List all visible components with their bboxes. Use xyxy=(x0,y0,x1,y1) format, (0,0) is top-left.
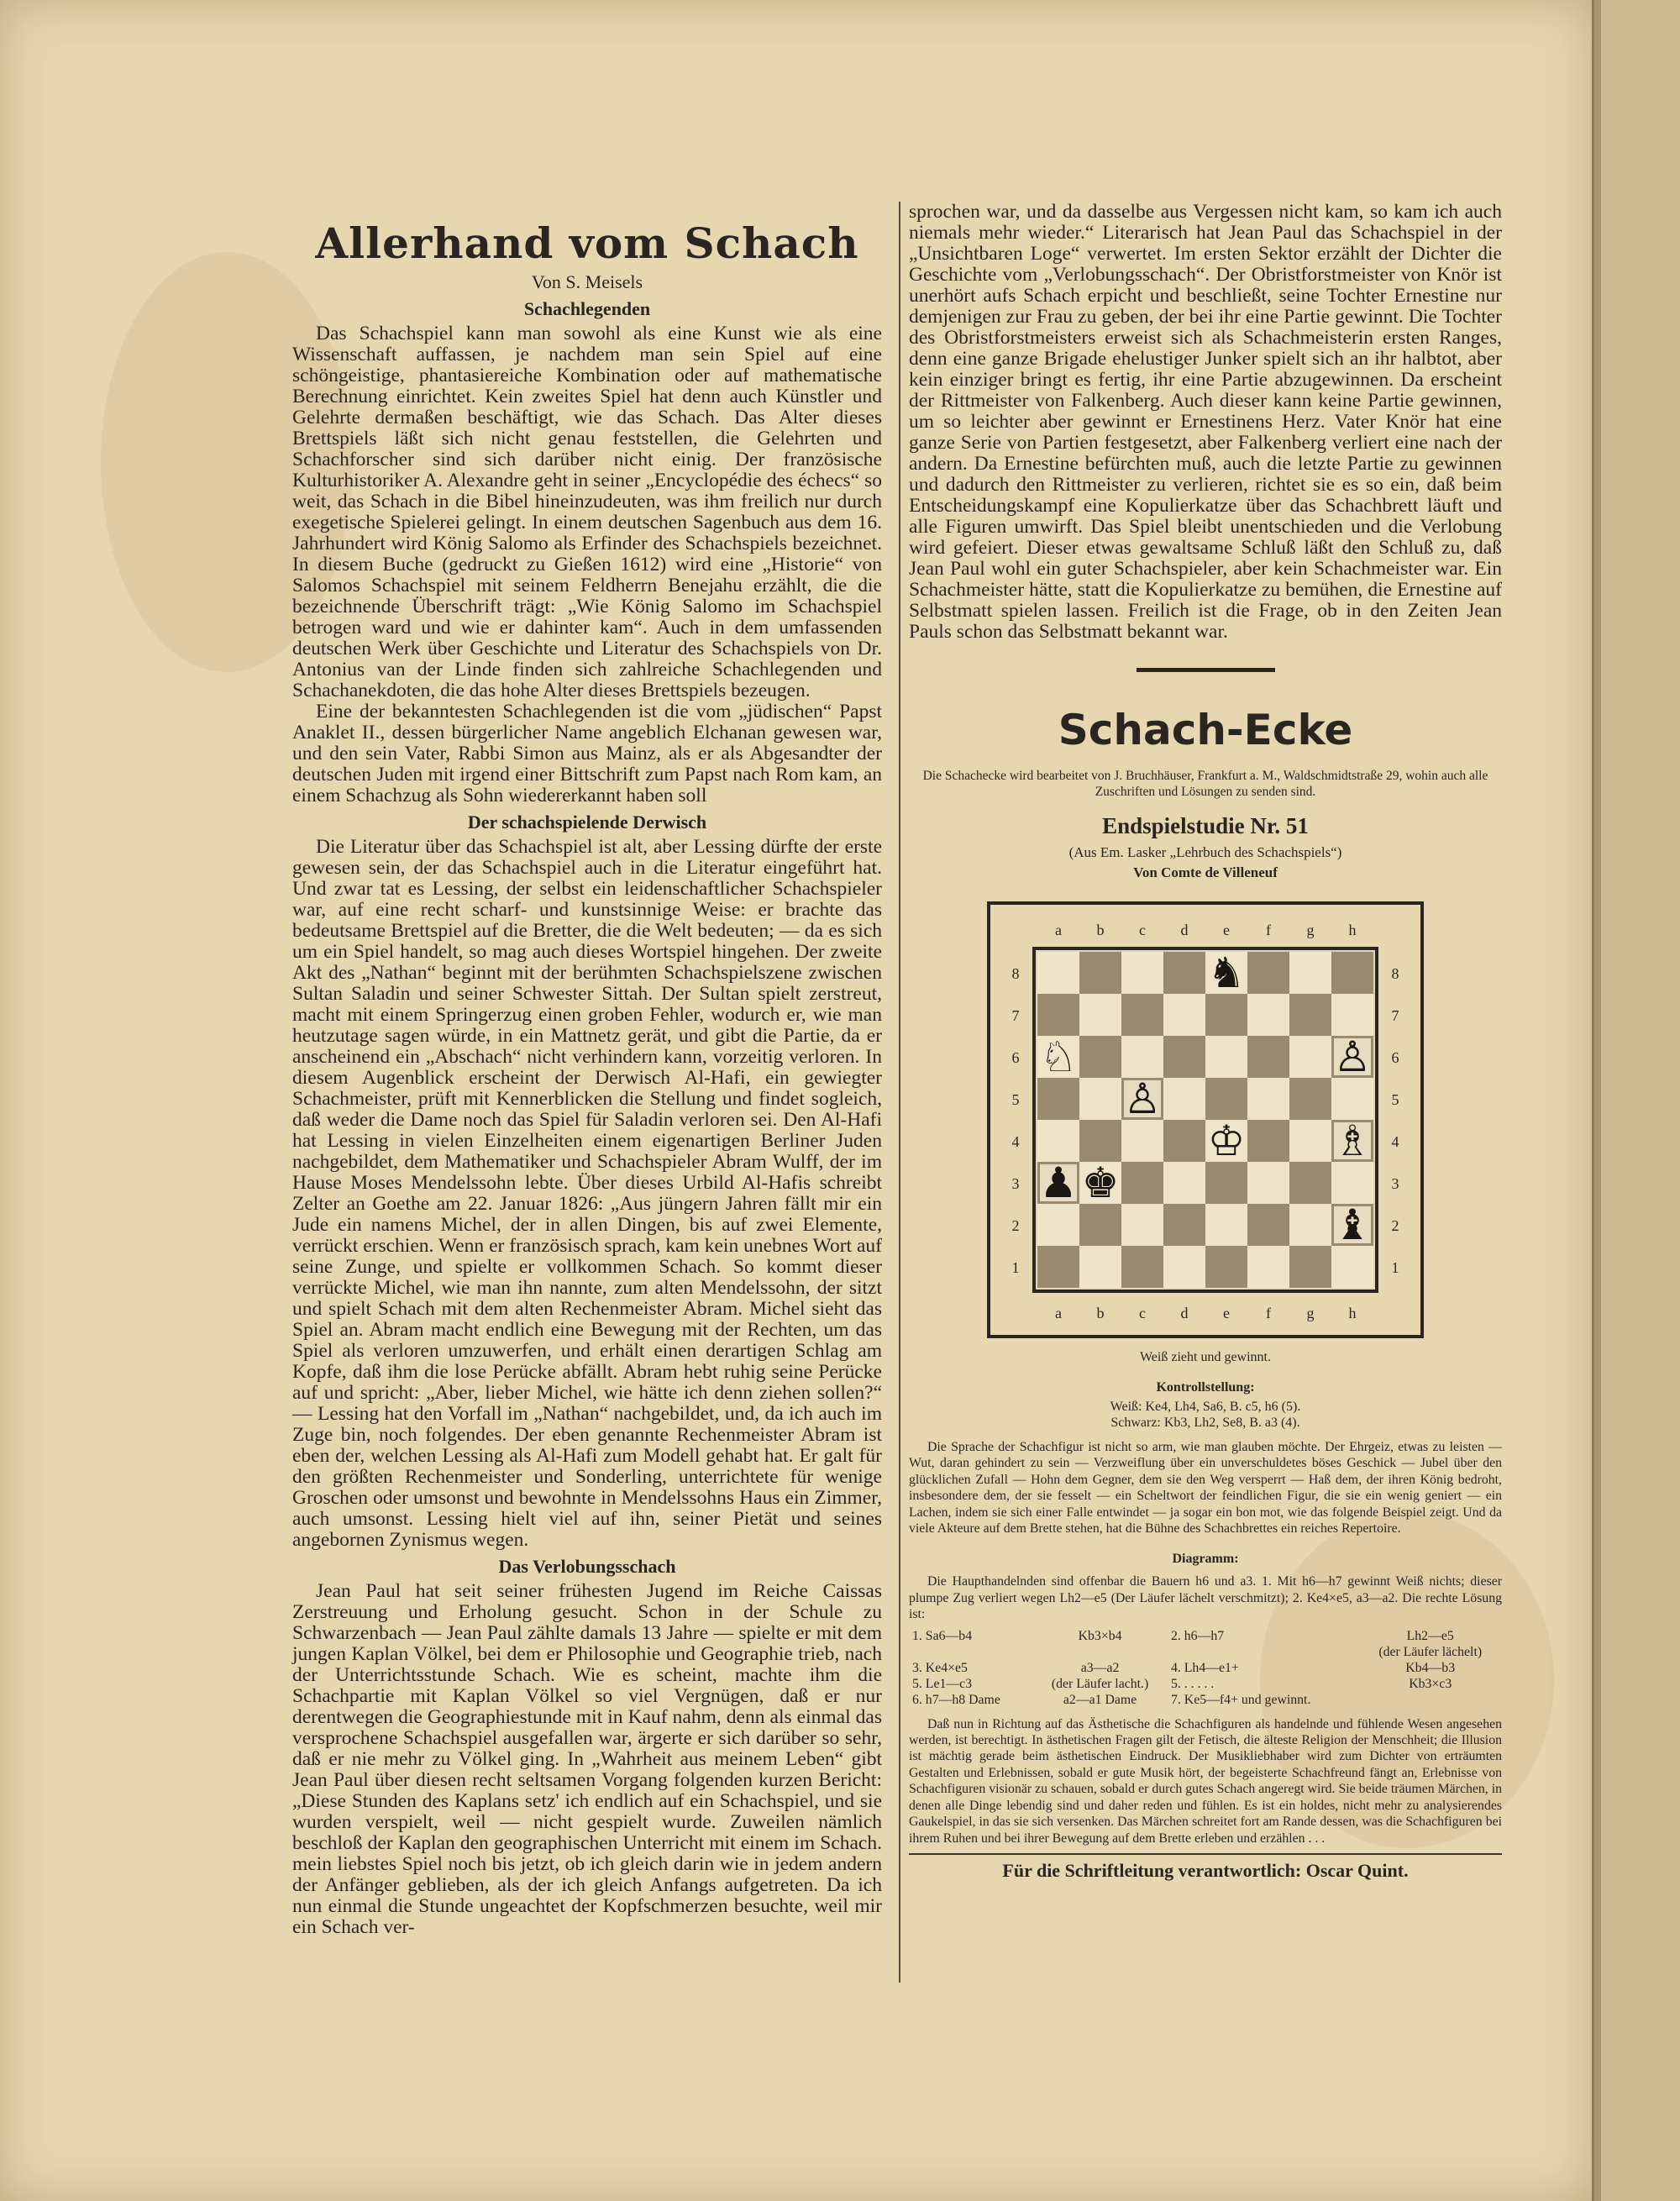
board-square xyxy=(1121,1120,1163,1162)
chess-board xyxy=(987,901,1424,1338)
article-paragraph: Eine der bekanntesten Schachlegenden ist die vom „jüdischen“ Papst Anaklet II., dessen bürgerlicher Name angeblich Elchanan gewesen war, und den sein Vater, Rabbi Simon aus Mainz, als er als Abgesandter der deutschen Juden mit irgend einer Bittschrift zum Papst nach Rom kam, an einem Schachzug als Sohn wiedererkannt haben soll xyxy=(292,701,882,806)
rank-label: 8 xyxy=(1391,965,1399,982)
board-square xyxy=(1079,1120,1121,1162)
rank-label: 1 xyxy=(1391,1259,1399,1276)
file-label: h xyxy=(1348,1305,1357,1321)
rank-label: 3 xyxy=(1011,1175,1020,1192)
board-square xyxy=(1331,952,1373,994)
solution-row xyxy=(909,1660,1502,1676)
rank-label: 4 xyxy=(1011,1133,1020,1150)
adjacent-page-edge xyxy=(1592,0,1680,2201)
article-paragraph: Das Schachspiel kann man sowohl als eine Kunst wie als eine Wissenschaft auffassen, je nachdem man sein Spiel auf eine schöngeistige, phantasiereiche Kombination oder auf mathematische Berechnung einrichtet. Kein zweites Spiel hat denn auch Künstler und Gelehrte dermaßen beschäftigt, wie das Schach. Das Alter dieses Brettspiels läßt sich nicht genau feststellen, die Gelehrten und Schachforscher sind sich darüber nicht einig. Der französische Kulturhistoriker A. Alexandre geht in seiner „Encyclopédie des échecs“ so weit, das Schach in die Bibel hineinzudeuten, was ihm freilich nur durch exegetische Spielerei gelingt. In einem deutschen Sagenbuch aus dem 16. Jahrhundert wird König Salomo als Erfinder des Schachspiels bezeichnet. In diesem Buche (gedruckt zu Gießen 1612) wird eine „Historie“ von Salomos Schachspiel mit seinem Feldherrn Benejahu erzählt, die die bezeichnende Überschrift trägt: „Wie König Salomo im Schachspiel betrogen ward und wie er dahinter kam“. Auch in dem umfassenden deutschen Werk über Geschichte und Literatur des Schachspiels von Dr. Antonius van der Linde finden sich zahlreiche Schachlegenden und Schachanekdoten, die das hohe Alter dieses Brettspiels bezeugen. xyxy=(292,323,882,701)
rank-label: 7 xyxy=(1391,1007,1399,1024)
closing-paragraph: Daß nun in Richtung auf das Ästhetische die Schachfiguren als handelnde und fühlende Wesen angesehen werden, ist berechtigt. In ästhetischen Fragen gilt der Fetisch, die älteste Religion der Menschheit; die Illusion ist mächtig gerade beim ästhetischen Eindruck. Der Musikliebhaber wird zum Dichter von erträumten Gestalten und Erlebnissen, sobald er gute Musik hört, der begeisterte Schachfreund fängt an, Erlebnisse von Schachfiguren visionär zu schauen, sobald er durch gutes Schach angeregt wird. Sie beide träumen Märchen, in denen alle Dinge lebendig sind und daher reden und fühlen. Es ist ein holdes, nicht mehr zu analysierendes Gaukelspiel, in das sie sich versenken. Das Märchen schreitet fort am Rande dessen, was die Schachfiguren bei ihrem Ruhen und bei ihrer Bewegung auf dem Brette erleben und erzählen . . . xyxy=(909,1716,1502,1846)
file-label: a xyxy=(1055,922,1062,938)
file-label: e xyxy=(1223,922,1230,938)
file-label: a xyxy=(1055,1305,1062,1321)
section-heading: Schachlegenden xyxy=(523,298,651,319)
solution-cell: (der Läufer lächelt) xyxy=(1378,1644,1483,1659)
solution-cell xyxy=(1032,1644,1168,1660)
file-label: f xyxy=(1266,1305,1271,1321)
board-square xyxy=(1205,1162,1247,1204)
solution-cell: Kb3×b4 xyxy=(1078,1628,1122,1643)
rank-label: 6 xyxy=(1391,1049,1399,1066)
board-square xyxy=(1289,952,1331,994)
solution-table xyxy=(909,1628,1502,1708)
page-edge-shadow xyxy=(1594,0,1601,2201)
control-heading: Kontrollstellung: xyxy=(1156,1380,1255,1395)
black-knight-icon: ♞ xyxy=(1207,948,1246,997)
rank-label: 7 xyxy=(1011,1007,1020,1024)
left-column xyxy=(292,218,882,1938)
white-knight-icon: ♘ xyxy=(1039,1032,1078,1081)
board-square xyxy=(1163,1246,1205,1288)
solution-cell xyxy=(1168,1644,1358,1660)
solution-cell: Kb3×c3 xyxy=(1409,1676,1452,1691)
board-square xyxy=(1121,1162,1163,1204)
solution-cell: 6. h7—h8 Dame xyxy=(912,1692,1000,1707)
board-square xyxy=(1163,1204,1205,1246)
solution-cell: 4. Lh4—e1+ xyxy=(1170,1660,1239,1675)
board-square xyxy=(1163,1078,1205,1120)
board-square xyxy=(1037,952,1079,994)
board-square xyxy=(1121,1204,1163,1246)
article-paragraph: Jean Paul hat seit seiner frühesten Jugend im Reiche Caissas Zerstreuung und Erholung gesucht. Schon in der Schule zu Schwarzenbach — Jean Paul zählte damals 13 Jahre — spielte er mit dem jungen Kaplan Völkel, bei dem er Philosophie und Geographie trieb, nach der Unterrichtsstunde Schach. Wie es scheint, machte ihm die Schachpartie mit Kaplan Völkel so viel Vergnügen, daß er nur derentwegen die Geographiestunde mit in Kauf nahm, denn als einmal das versprochene Schachspiel ausgefallen war, ärgerte er sich darüber so sehr, daß er nie mehr zu Völkel ging. In „Wahrheit aus meinem Leben“ gibt Jean Paul über diesen recht seltsamen Vorgang folgenden kurzen Bericht: „Diese Stunden des Kaplans setz' ich endlich auf ein Schachspiel, und sie wurden verspielt, weil — nicht gespielt wurde. Zuweilen nämlich beschloß der Kaplan den geographischen Unterricht mit einem im Schach. mein liebstes Spiel noch bis jetzt, ob ich gleich darin wie in jedem andern der Anfänger geblieben, als der ich gleich Anfangs aufgetreten. Da ich nun einmal die Stunde ungeachtet der Kopfschmerzen besuchte, weil mir ein Schach ver- xyxy=(292,1580,882,1938)
file-label: d xyxy=(1180,1305,1189,1321)
board-square xyxy=(1121,1036,1163,1078)
file-label: c xyxy=(1139,1305,1146,1321)
editorial-footer: Für die Schriftleitung verantwortlich: Oscar Quint. xyxy=(909,1853,1502,1882)
control-white: Weiß: Ke4, Lh4, Sa6, B. c5, h6 (5). xyxy=(1110,1400,1301,1414)
board-square xyxy=(1331,994,1373,1036)
board-square xyxy=(1289,1036,1331,1078)
article-paragraph-continued: sprochen war, und da dasselbe aus Vergessen nicht kam, so kam ich auch niemals mehr wieder.“ Literarisch hat Jean Paul das Schachspiel in der „Unsichtbaren Loge“ verwertet. Im ersten Sektor erzählt der Dichter die Geschichte vom „Verlobungsschach“. Der Obristforstmeister von Knör ist unerhört aufs Schach erpicht und beschließt, seine Tochter Ernestine nur demjenigen zur Frau zu geben, der bei ihr eine Partie gewinnt. Die Tochter des Obristforstmeisters erweist sich als Schachmeisterin ersten Ranges, denn eine ganze Brigade ehelustiger Junker spielt sich an ihr halbtot, aber kein einziger bringt es fertig, ihr eine Partie abzugewinnen. Da erscheint der Rittmeister von Falkenberg. Auch dieser kann keine Partie gewinnen, um so leichter aber gewinnt er Ernestinens Herz. Vater Knör hat eine ganze Serie von Partien festgesetzt, aber Falkenberg verliert eine nach der andern. Da Ernestine befürchten muß, auch die letzte Partie zu gewinnen und dadurch den Rittmeister zu verlieren, richtet sie es so ein, daß beim Entscheidungskampf eine Kopulierkatze über das Schachbrett läuft und alle Figuren umwirft. Das Spiel bleibt unentschieden und die Verlobung wird gefeiert. Dieser etwas gewaltsame Schluß läßt den Schluß zu, daß Jean Paul wohl ein guter Schachspieler, aber kein Schachmeister war. Ein Schachmeister hätte, statt die Kopulierkatze zu bemühen, die Ernestine auf Selbstmatt spielen lassen. Freilich ist die Frage, ob in den Zeiten Jean Pauls schon das Selbstmatt bekannt war. xyxy=(909,201,1502,643)
board-square xyxy=(1289,1120,1331,1162)
solution-cell: 3. Ke4×e5 xyxy=(912,1660,968,1675)
board-square xyxy=(1079,1204,1121,1246)
rank-label: 2 xyxy=(1391,1217,1399,1234)
solution-cell: a3—a2 xyxy=(1080,1660,1120,1675)
file-label: g xyxy=(1306,922,1315,938)
file-label: h xyxy=(1348,922,1357,938)
rank-label: 5 xyxy=(1391,1091,1399,1108)
board-square xyxy=(1247,952,1289,994)
schach-ecke-title: Schach-Ecke xyxy=(1058,706,1353,754)
rank-label: 6 xyxy=(1011,1049,1020,1066)
board-square xyxy=(1247,1246,1289,1288)
board-square xyxy=(1289,1246,1331,1288)
editor-note: Die Schachecke wird bearbeitet von J. Bruchhäuser, Frankfurt a. M., Waldschmidtstraße 29, wohin auch alle Zuschriften und Lösungen zu senden sind. xyxy=(922,769,1488,799)
rank-label: 1 xyxy=(1011,1259,1020,1276)
board-square xyxy=(1247,994,1289,1036)
solution-cell: 7. Ke5—f4+ und gewinnt. xyxy=(1170,1692,1311,1707)
rank-label: 5 xyxy=(1011,1091,1020,1108)
chess-diagram xyxy=(987,901,1424,1338)
file-label: g xyxy=(1306,1305,1315,1321)
board-square xyxy=(1037,1078,1079,1120)
board-square xyxy=(1163,1120,1205,1162)
board-square xyxy=(1037,1246,1079,1288)
file-label: b xyxy=(1096,1305,1105,1321)
board-square xyxy=(1079,1246,1121,1288)
diagram-paragraph: Die Haupthandelnden sind offenbar die Bauern h6 und a3. 1. Mit h6—h7 gewinnt Weiß nichts; dieser plumpe Zug verliert wegen Lh2—e5 (Der Läufer lächelt verschmitzt); 2. Ke4×e5, a3—a2. Die rechte Lösung ist: xyxy=(909,1574,1502,1622)
black-king-icon: ♚ xyxy=(1081,1158,1120,1207)
file-label: f xyxy=(1266,922,1271,938)
file-label: d xyxy=(1180,922,1189,938)
board-square xyxy=(1163,952,1205,994)
board-square xyxy=(1121,1246,1163,1288)
board-square xyxy=(1247,1120,1289,1162)
article-byline: Von S. Meisels xyxy=(531,271,643,292)
white-pawn-icon: ♙ xyxy=(1333,1032,1372,1081)
column-divider xyxy=(899,202,900,1983)
study-source: (Aus Em. Lasker „Lehrbuch des Schachspiels“) xyxy=(1068,844,1342,860)
board-square xyxy=(1163,1036,1205,1078)
board-square xyxy=(1247,1036,1289,1078)
board-square xyxy=(1079,952,1121,994)
white-pawn-icon: ♙ xyxy=(1123,1074,1162,1123)
board-square xyxy=(1331,1246,1373,1288)
right-column xyxy=(909,202,1502,1882)
board-square xyxy=(1247,1078,1289,1120)
board-square xyxy=(1163,1162,1205,1204)
solution-cell xyxy=(909,1644,1032,1660)
rank-label: 4 xyxy=(1391,1133,1399,1150)
board-square xyxy=(1079,1036,1121,1078)
solution-cell: a2—a1 Dame xyxy=(1063,1692,1137,1707)
rank-label: 3 xyxy=(1391,1175,1399,1192)
board-square xyxy=(1205,994,1247,1036)
board-square xyxy=(1205,1246,1247,1288)
board-square xyxy=(1289,1078,1331,1120)
board-square xyxy=(1331,1078,1373,1120)
white-king-icon: ♔ xyxy=(1207,1116,1246,1165)
solution-row xyxy=(909,1692,1502,1708)
diagram-heading: Diagramm: xyxy=(1172,1552,1239,1567)
solution-cell: 5. Le1—c3 xyxy=(912,1676,973,1691)
board-square xyxy=(1163,994,1205,1036)
article-paragraph: Die Literatur über das Schachspiel ist alt, aber Lessing dürfte der erste gewesen sein, der das Schachspiel auch in die Literatur eingeführt hat. Und zwar tat es Lessing, der selbst ein leidenschaftlicher Schachspieler war, auf eine recht scharf- und kunstsinnige Weise: er brachte das bedeutsame Brettspiel auf die Bretter, die die Welt bedeuten; — da es sich um ein Spiel handelt, so mag auch dieses Wortspiel hingehen. Der zweite Akt des „Nathan“ beginnt mit der berühmten Schachspielszene zwischen Sultan Saladin und seiner Schwester Sittah. Der Sultan spielt zerstreut, macht mit einem Springerzug einen groben Fehler, wodurch er, wie man heutzutage sagen würde, in ein Mattnetz gerät, und gibt die Partie, da er anscheinend ein „Abschach“ nicht verhindern kann, vorzeitig verloren. In diesem Augenblick erscheint der Derwisch Al-Hafi, ein gewiegter Schachmeister, prüft mit Kennerblicken die Stellung und findet sogleich, daß weder die Dame noch das Spiel für Saladin verloren sei. Den Al-Hafi hat Lessing in vielen Einzelheiten einem eigenartigen Berliner Juden nachgebildet, dem Mathematiker und Schachspieler Abram Wulff, der im Hause Moses Mendelssohn lebte. Über dieses Urbild Al-Hafis schreibt Zelter an Goethe am 22. Januar 1826: „Aus jüngern Jahren fällt mir ein Jude ein namens Michel, der in allen Dingen, bis auf zwei Elemente, verrückt erschien. Wenn er französisch sprach, kam kein unebnes Wort auf seine Zunge, und spielte er vollkommen Schach. So kommt dieser verrückte Michel, wie man ihn nannte, zum alten Mendelssohn, der sitzt und spielt Schach mit dem alten Rechenmeister Abram. Michel sieht das Spiel an. Abram macht endlich eine Bewegung mit der Rechten, um das Spiel als verloren umzuwerfen, und erhält einen derartigen Schlag am Kopfe, daß ihm die lose Perücke abfällt. Abram hebt ruhig seine Perücke auf und spricht: „Aber, lieber Michel, wie hätte ich denn ziehen sollen?“ — Lessing hat den Vorfall im „Nathan“ nachgebildet, und, da ich auch im Zuge bin, noch folgendes. Der eben genannte Rechenmeister Abram ist eben der, welchen Lessing als Al-Hafi zum Modell gehabt hat. Er galt für den größten Rechenmeister und Sonderling, unterrichtete für wenige Groschen oder umsonst und bewohnte in Mendelssohns Haus ein Zimmer, auch umsonst. Lessing hielt viel auf ihn, seiner Pietät und seines angebornen Zynismus wegen. xyxy=(292,836,882,1551)
black-pawn-icon: ♟ xyxy=(1039,1158,1078,1207)
solution-cell: 2. h6—h7 xyxy=(1170,1628,1225,1643)
rank-label: 8 xyxy=(1011,965,1020,982)
white-bishop-icon: ♗ xyxy=(1333,1116,1372,1165)
board-square xyxy=(1205,1036,1247,1078)
solution-cell xyxy=(1358,1692,1502,1708)
file-label: c xyxy=(1139,922,1146,938)
control-black: Schwarz: Kb3, Lh2, Se8, B. a3 (4). xyxy=(1110,1416,1300,1430)
section-heading: Das Verlobungsschach xyxy=(498,1556,676,1577)
solution-cell: 5. . . . . . xyxy=(1170,1676,1215,1691)
file-label: e xyxy=(1223,1305,1230,1321)
solution-cell: Kb4—b3 xyxy=(1405,1660,1456,1675)
board-square xyxy=(1289,994,1331,1036)
board-square xyxy=(1247,1162,1289,1204)
diagram-caption: Weiß zieht und gewinnt. xyxy=(1139,1350,1271,1364)
solution-row xyxy=(909,1676,1502,1692)
solution-row xyxy=(909,1644,1502,1660)
solution-cell: (der Läufer lacht.) xyxy=(1051,1676,1149,1691)
board-square xyxy=(1121,952,1163,994)
intro-paragraph: Die Sprache der Schachfigur ist nicht so arm, wie man glauben möchte. Der Ehrgeiz, etwas zu leisten — Wut, daran gehindert zu sein — Verzweiflung über ein unverschuldetes böses Geschick — Jubel über den glücklichen Zufall — Hohn dem Gegner, dem sie den Weg versperrt — Haß dem, der ihren König bedroht, insbesondere dem, der sie fesselt — ein Scheltwort der feindlichen Figur, die sie ein wenig geniert — ein Lachen, indem sie sich einer Falle entwindet — ja sogar ein bon mot, wie das folgende Beispiel zeigt. Und da viele Akteure auf dem Brette stehen, hat die Bühne des Schachbrettes ein reiches Repertoire. xyxy=(909,1440,1502,1536)
rank-label: 2 xyxy=(1011,1217,1020,1234)
board-square xyxy=(1289,1204,1331,1246)
board-square xyxy=(1079,994,1121,1036)
black-bishop-icon: ♝ xyxy=(1333,1200,1372,1249)
board-square xyxy=(1205,1204,1247,1246)
solution-cell: 1. Sa6—b4 xyxy=(912,1628,973,1643)
solution-row xyxy=(909,1628,1502,1644)
article-title: Allerhand vom Schach xyxy=(315,218,859,268)
file-label: b xyxy=(1096,922,1105,938)
board-square xyxy=(1079,1078,1121,1120)
solution-cell: Lh2—e5 xyxy=(1406,1628,1454,1643)
section-heading: Der schachspielende Derwisch xyxy=(467,812,707,833)
board-square xyxy=(1205,1078,1247,1120)
board-square xyxy=(1037,1204,1079,1246)
study-author: Von Comte de Villeneuf xyxy=(1133,864,1278,880)
study-title: Endspielstudie Nr. 51 xyxy=(1102,813,1309,838)
board-square xyxy=(1289,1162,1331,1204)
section-rule xyxy=(1137,668,1275,672)
board-square xyxy=(1121,994,1163,1036)
board-square xyxy=(1247,1204,1289,1246)
board-square xyxy=(1037,1120,1079,1162)
board-square xyxy=(1331,1162,1373,1204)
board-square xyxy=(1037,994,1079,1036)
